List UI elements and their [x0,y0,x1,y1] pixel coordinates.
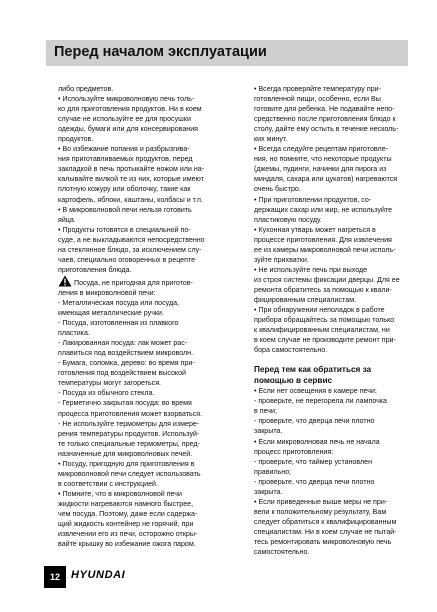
text-line: столу, дайте ему остыть в течение несколь- [254,125,399,134]
text-line: ния, но помните, что некоторые продукты [254,155,392,164]
text-line: зуйте прихватки. [254,255,309,264]
paragraph [254,84,426,144]
paragraph [254,305,426,355]
text-line: - Лакированная посуда: лак может рас- [58,339,188,348]
paragraph [254,265,426,305]
text-line: ее из камеры микроволновой печи исполь- [254,245,396,254]
text-line: к квалифицированным специалистам, ни [254,326,390,335]
paragraph [58,94,230,144]
paragraph [58,144,230,204]
service-section-title [254,365,426,386]
text-line: закрыта. [254,427,283,436]
text-line: картофель, яблоки, каштаны, колбасы и т.п. [58,195,203,204]
text-line: закладкой в печь протыкайте ножом или на- [58,165,205,174]
text-line: • Всегда проверяйте температуру при- [254,85,381,93]
text-line: • Если микроволновая печь не начала [254,437,380,446]
text-line: - проверьте, что дверца печи плотно [254,477,375,486]
text-line: тесь ремонтировать микроволновую печь [254,537,392,546]
paragraph [58,419,230,459]
text-line: вели к положительному результату, Вам [254,507,387,516]
text-line: назначенные для микроволновых печей. [58,449,193,458]
paragraph [58,338,230,358]
paragraph [58,84,230,94]
text-line: суде, а не выкладываются непосредственно [58,235,205,244]
paragraph [254,457,426,477]
text-line: в печи; [254,407,277,416]
text-line: из строя системы фиксации дверцы. Для ее [254,275,400,284]
text-line: случае не используйте ее для просушки [58,115,191,124]
text-line: готовления под воздействием высокой [58,369,187,378]
text-line: фицированным специалистам. [254,295,357,304]
text-line: яйца. [58,215,76,224]
text-line: - Металлическая посуда или посуда, [58,298,180,307]
text-line: ко для приготовления продуктов. Ни в коем [58,105,202,114]
paragraph [254,386,426,396]
text-line: рения температуры продуктов. Используй- [58,429,200,438]
text-line: правильно; [254,467,292,476]
text-line: - Герметично закрытая посуда: во время [58,399,192,408]
text-line: те только специальные термометры, пред- [58,439,200,448]
text-line: щий жидкость контейнер не горячий, при [58,520,194,529]
text-line: • Во избежание попания и разбрызгива- [58,145,190,154]
warning-triangle-icon [58,275,72,287]
title-line: помощью в сервис [254,375,333,385]
text-line: - Бумага, соломка, дерево: во время при- [58,359,195,368]
text-line: готовленной пищи, особенно, если Вы [254,95,381,104]
paragraph [254,144,426,194]
text-line: имеющая металлические ручки. [58,309,164,318]
text-line: • В микроволновой печи нельзя готовить [58,205,192,214]
paragraph [58,205,230,225]
page-footer [44,566,194,588]
left-text-column [58,84,230,549]
text-line: чаев, специально оговоренных в рецепте [58,255,196,264]
paragraph [254,497,426,557]
title-line: Перед тем как обратиться за [254,365,372,375]
text-line: • Продукты готовятся в специальной по- [58,225,191,234]
text-line: • Используйте микроволновую печь толь- [58,95,195,104]
text-line: - Посуда из обычного стекла. [58,389,155,398]
paragraph [58,318,230,338]
text-line: самостоятельно. [254,548,310,557]
paragraph [58,298,230,318]
text-line: пластиковую посуду. [254,215,322,224]
text-line: бора самостоятельно. [254,346,328,355]
text-line: плотную кожуру или оболочку, такие как [58,185,191,194]
text-line: процесс приготовления: [254,447,334,456]
text-line: ния приготавливаемых продуктов, перед [58,155,193,164]
text-line: • Помните, что в микроволновой печи [58,489,182,498]
paragraph [58,225,230,275]
text-line: чем посуда. Поэтому, даже если содержа- [58,509,198,518]
page-title: Перед началом эксплуатации [54,44,267,60]
text-line: ления в микроволновой печи: [58,288,156,297]
text-line: в коем случае не производите ремонт при- [254,336,396,345]
text-line: процесса приготовления может взорваться. [58,409,203,418]
paragraph [254,477,426,497]
text-line: очень быстро. [254,185,301,194]
text-line: - проверьте, что дверца печи плотно [254,417,375,426]
text-line: калывайте вилкой те из них, которые имеют [58,175,204,184]
text-line: пластика. [58,329,90,338]
section-header [46,40,408,66]
text-line: • При приготовлении продуктов, со- [254,195,372,204]
text-line: прибора обращайтесь за помощью только [254,316,395,325]
page-number: 12 [44,566,66,588]
text-line: • Всегда следуйте рецептам приготовле- [254,145,388,154]
text-line: ких минут. [254,135,288,144]
text-line [58,275,230,288]
text-line: продуктов. [58,135,94,144]
text-line: приготовления блюда. [58,265,132,274]
text-line: микроволновой печи следует использовать [58,469,201,478]
text-line: извлечении его из печи, осторожно откры- [58,530,198,539]
text-line: следует обратиться к квалифицированным [254,517,397,526]
paragraph [58,398,230,418]
paragraph [58,388,230,398]
text-line: специалистам. Ни в коем случае не пытай- [254,527,397,536]
text-line: • Если нет освещения в камере печи: [254,387,377,396]
text-line: процессе приготовления. Для извлечения [254,235,392,244]
text-line: на стеклянное блюдо, за исключением слу- [58,245,202,254]
paragraph [254,416,426,436]
warning-text: Посуда, не пригодная для приготов- [74,278,193,287]
text-line: - Не используйте термометры для измере- [58,419,200,428]
paragraph [254,437,426,457]
paragraph [254,396,426,416]
paragraph [58,358,230,388]
text-line: температуры могут загореться. [58,379,162,388]
text-line: ремонта обратитесь за помощью к квали- [254,285,392,294]
text-line: • Кухонная утварь может нагреться в [254,225,376,234]
brand-logo: HYUNDAI [71,569,126,581]
text-line: закрыта. [254,487,283,496]
text-line: в соответствии с инструкцией. [58,479,158,488]
text-line: - Посуда, изготовленная из плавкого [58,319,179,328]
text-line: либо предметов. [58,85,114,93]
paragraph [254,195,426,225]
paragraph [58,489,230,549]
text-line: жидкости нагреваются намного быстрее, [58,499,194,508]
text-line: • Посуду, пригодную для приготовления в [58,459,195,468]
text-line: - проверьте, не перегорела ли лампочка [254,397,388,406]
text-line: миндаля, сахара или цукатов) нагреваются [254,175,398,184]
text-line: • Не используйте печь при выходе [254,265,368,274]
text-line: вайте крышку во избежание ожога паром. [58,540,196,549]
text-line: держащих сахар или жир, не используйте [254,205,393,214]
text-line: средственно после приготовления блюдо к [254,115,396,124]
text-line: одежды, бумаги или для консервирования [58,125,199,134]
right-text-column [254,84,426,557]
text-line: (джемы, пудинги, начинки для пирога из [254,165,387,174]
text-line: • Если приведенные выше меры не при- [254,497,388,506]
text-line: плавиться под воздействием микроволн. [58,349,194,358]
paragraph [58,275,230,298]
text-line: • При обнаружении неполадок в работе [254,306,385,315]
text-line: - проверьте, что таймер установлен [254,457,373,466]
text-line: готовите для ребенка. Не подавайте непо- [254,105,395,114]
paragraph [58,459,230,489]
paragraph [254,225,426,265]
